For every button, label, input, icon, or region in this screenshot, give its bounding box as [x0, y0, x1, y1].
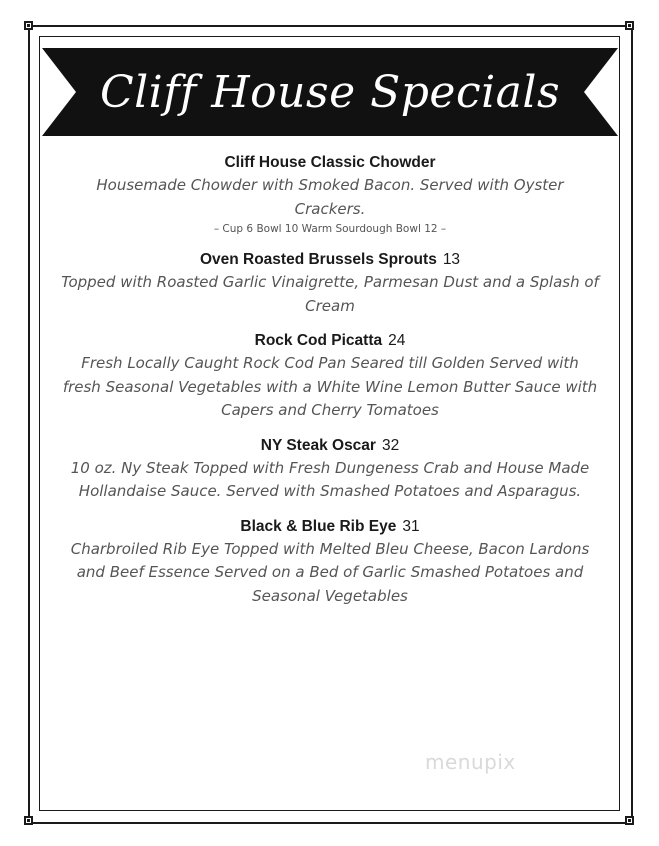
item-title: [60, 516, 600, 538]
menu-item: [60, 152, 600, 237]
item-name: Cliff House Classic Chowder: [224, 154, 436, 171]
item-description: 10 oz. Ny Steak Topped with Fresh Dungeness Crab and House Made Hollandaise Sauce. Served with Smashed Potatoes and Asparagus.: [70, 458, 590, 500]
title-banner: [42, 48, 618, 136]
item-name: Rock Cod Picatta: [254, 332, 383, 349]
item-description: Charbroiled Rib Eye Topped with Melted Bleu Cheese, Bacon Lardons and Beef Essence Served on a Bed of Garlic Smashed Potatoes and Seasonal Vegetables: [70, 539, 590, 605]
item-pricing-note: – Cup 6 Bowl 10 Warm Sourdough Bowl 12 –: [213, 223, 447, 235]
item-price: 32: [381, 436, 400, 454]
corner-ornament-top-left: [24, 21, 33, 30]
item-title: [60, 330, 600, 352]
item-name: NY Steak Oscar: [260, 436, 376, 454]
item-name: Oven Roasted Brussels Sprouts: [199, 251, 437, 268]
item-description: Topped with Roasted Garlic Vinaigrette, Parmesan Dust and a Splash of Cream: [61, 273, 599, 315]
watermark: menupix: [425, 750, 516, 774]
menu-item: [60, 330, 600, 423]
item-description: Fresh Locally Caught Rock Cod Pan Seared till Golden Served with fresh Seasonal Vegetables with a White Wine Lemon Butter Sauce with Capers and Cherry Tomatoes: [62, 354, 598, 419]
menu-item: [60, 435, 600, 504]
corner-ornament-top-right: [625, 21, 634, 30]
item-price: 24: [388, 332, 406, 349]
specials-list: [60, 152, 600, 620]
corner-ornament-bottom-right: [625, 816, 634, 825]
page-title: Cliff House Specials: [99, 66, 561, 118]
menu-item: [60, 249, 600, 318]
item-title: [60, 152, 600, 174]
item-title: [60, 435, 600, 457]
item-price: 13: [442, 251, 461, 268]
item-title: [60, 249, 600, 271]
corner-ornament-bottom-left: [24, 816, 33, 825]
item-description: Housemade Chowder with Smoked Bacon. Served with Oyster Crackers.: [96, 176, 564, 218]
menu-item: [60, 516, 600, 609]
item-name: Black & Blue Rib Eye: [240, 517, 397, 535]
item-price: 31: [402, 517, 420, 535]
